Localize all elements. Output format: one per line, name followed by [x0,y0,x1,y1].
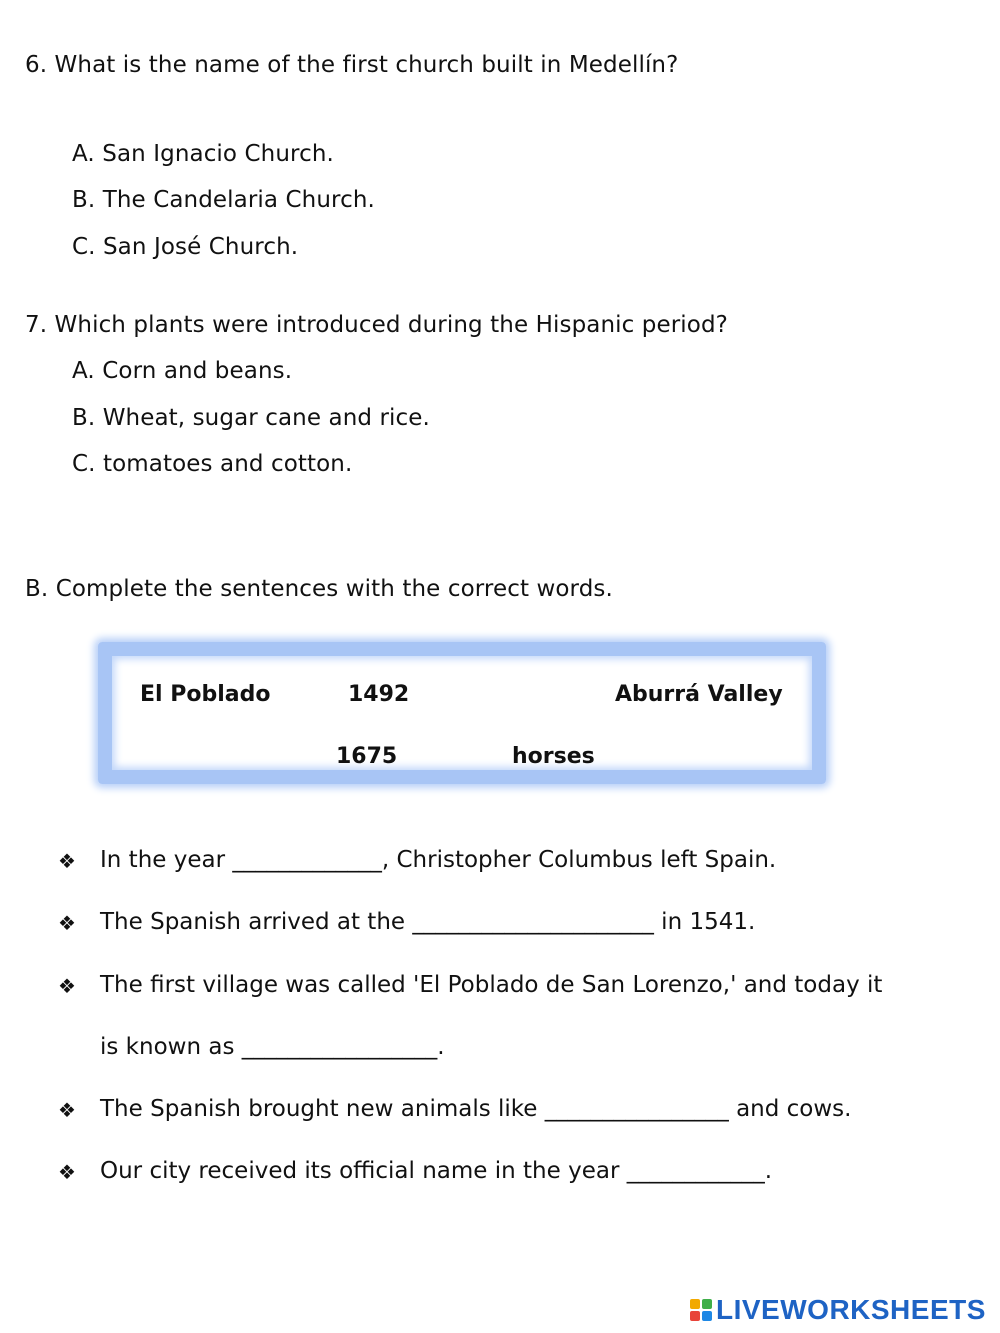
bullet-icon: ❖ [58,1160,76,1184]
bullet-icon: ❖ [58,1098,76,1122]
liveworksheets-logo [690,1290,986,1330]
question-6-option-a[interactable]: A. San Ignacio Church. [72,141,334,167]
logo-text: LIVEWORKSHEETS [716,1294,986,1325]
logo-tile [702,1299,712,1309]
word-bank-item-aburra-valley[interactable]: Aburrá Valley [615,682,783,707]
sentence-3-line-2[interactable]: is known as _________________. [100,1034,445,1060]
question-7-option-a[interactable]: A. Corn and beans. [72,358,293,384]
question-6-option-b[interactable]: B. The Candelaria Church. [72,187,375,213]
sentence-1[interactable]: In the year _____________, Christopher Columbus left Spain. [100,847,777,873]
question-6-option-c[interactable]: C. San José Church. [72,234,299,260]
question-6-text: 6. What is the name of the first church built in Medellín? [25,52,679,78]
logo-tile [702,1311,712,1321]
logo-tiles-icon [690,1299,712,1321]
logo-tile [690,1299,700,1309]
sentence-5[interactable]: Our city received its official name in the year ____________. [100,1158,773,1184]
bullet-icon: ❖ [58,974,76,998]
question-7-option-c[interactable]: C. tomatoes and cotton. [72,451,353,477]
word-bank-box [98,642,826,784]
word-bank-item-1675[interactable]: 1675 [336,744,398,769]
question-7-option-b[interactable]: B. Wheat, sugar cane and rice. [72,405,430,431]
section-b-instruction: B. Complete the sentences with the correct words. [25,576,613,602]
sentence-4[interactable]: The Spanish brought new animals like ________________ and cows. [100,1096,852,1122]
bullet-icon: ❖ [58,911,76,935]
sentence-3-line-1: The first village was called 'El Poblado de San Lorenzo,' and today it [100,972,883,998]
question-7-text: 7. Which plants were introduced during the Hispanic period? [25,312,728,338]
word-bank-item-horses[interactable]: horses [512,744,595,769]
logo-tile [690,1311,700,1321]
bullet-icon: ❖ [58,849,76,873]
sentence-2[interactable]: The Spanish arrived at the _____________________ in 1541. [100,909,756,935]
word-bank-item-1492[interactable]: 1492 [348,682,410,707]
word-bank-item-el-poblado[interactable]: El Poblado [140,682,271,707]
